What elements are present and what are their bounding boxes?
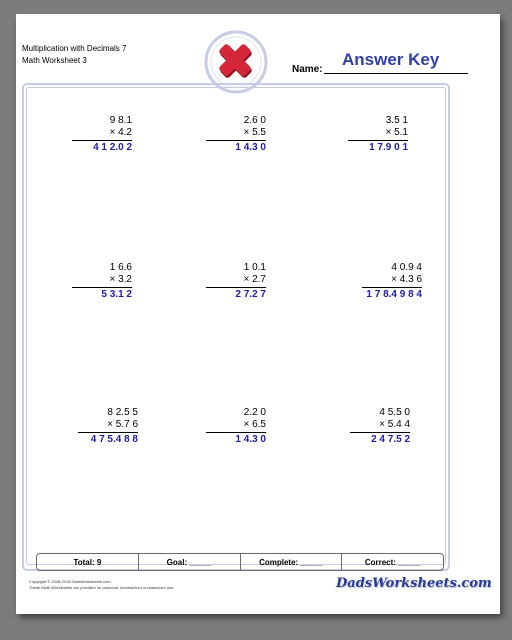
problem-1: [72, 115, 132, 154]
answer-rule: [72, 140, 132, 141]
answer-rule: [206, 287, 266, 288]
answer-rule: [72, 287, 132, 288]
correct-field: Correct: _____: [364, 557, 421, 567]
multiplicand: 3.5 1: [385, 115, 408, 126]
complete-field: Complete: _____: [241, 554, 343, 570]
answer: 1 4.3 0: [235, 142, 266, 153]
answer: 4 7 5.4 8 8: [90, 434, 138, 445]
answer-key-heading: Answer Key: [342, 50, 440, 69]
multiplier: × 5.7 6: [107, 419, 138, 430]
answer: 1 7 8.4 9 8 4: [366, 289, 422, 300]
score-box: [36, 553, 444, 571]
total-count: Total: 9: [37, 554, 139, 570]
multiplier: × 5.1: [385, 127, 408, 138]
answer: 2 4 7.5 2: [371, 434, 410, 445]
copyright-notice: [29, 579, 174, 591]
answer: 4 1 2.0 2: [93, 142, 132, 153]
problem-6: [362, 262, 422, 301]
multiplier: × 3.2: [109, 274, 132, 285]
problems-frame-inner: [26, 87, 446, 565]
answer-rule: [348, 140, 408, 141]
multiplicand: 1 6.6: [109, 262, 132, 273]
answer: 1 4.3 0: [235, 434, 266, 445]
answer-rule: [78, 432, 138, 433]
copyright-line-2: These Math Worksheets are provided for personal, homeschool or classroom use.: [29, 585, 175, 590]
answer-rule: [206, 140, 266, 141]
problem-5: [206, 262, 266, 301]
answer: 1 7.9 0 1: [369, 142, 408, 153]
problem-7: [78, 407, 138, 446]
multiplier: × 4.2: [109, 127, 132, 138]
worksheet-title: [22, 43, 126, 67]
multiplier: × 5.5: [243, 127, 266, 138]
problem-8: [206, 407, 266, 446]
problem-4: [72, 262, 132, 301]
multiplier: × 4.3 6: [391, 274, 422, 285]
answer-rule: [350, 432, 410, 433]
problem-9: [350, 407, 410, 446]
title-line-1: Multiplication with Decimals 7: [22, 44, 127, 53]
multiplicand: 9 8.1: [109, 115, 132, 126]
problem-2: [206, 115, 266, 154]
multiplicand: 2.2 0: [243, 407, 266, 418]
name-field-line[interactable]: [324, 73, 468, 74]
multiplier: × 5.4 4: [379, 419, 410, 430]
multiplicand: 4 5.5 0: [379, 407, 410, 418]
brand-logo: DadsWorksheets.com: [336, 576, 492, 591]
multiplier: × 2.7: [243, 274, 266, 285]
copyright-line-1: Copyright © 2008-2018 DadsWorksheets.com: [29, 579, 111, 584]
goal-field: Goal: _____: [139, 554, 241, 570]
answer: 5 3.1 2: [101, 289, 132, 300]
problem-3: [348, 115, 408, 154]
answer-rule: [362, 287, 422, 288]
multiplicand: 2.6 0: [243, 115, 266, 126]
answer: 2 7.2 7: [235, 289, 266, 300]
multiplicand: 4 0.9 4: [391, 262, 422, 273]
multiplicand: 8 2.5 5: [107, 407, 138, 418]
answer-rule: [206, 432, 266, 433]
title-line-2: Math Worksheet 3: [22, 56, 87, 65]
name-label: Name:: [292, 64, 323, 75]
multiplicand: 1 0.1: [243, 262, 266, 273]
multiplier: × 6.5: [243, 419, 266, 430]
